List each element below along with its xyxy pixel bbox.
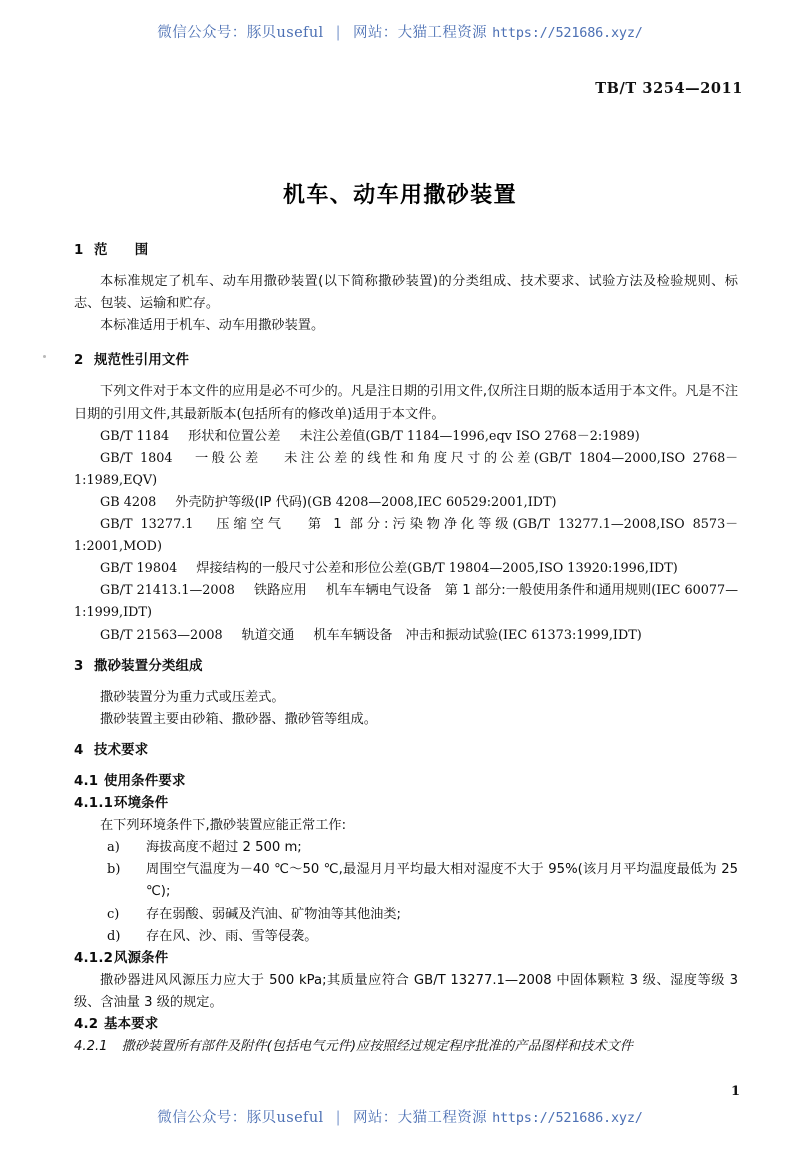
reference-code: GB/T 1804 — [100, 450, 173, 466]
reference-code: GB 4208 — [100, 494, 157, 510]
reference-paren: (GB/T 13277.1—2008,ISO 8573－1:2001,MOD) — [74, 517, 739, 555]
watermark-wechat-label: 微信公众号：豚贝useful — [157, 1110, 324, 1126]
section-4-2-1-paragraph — [74, 1036, 738, 1058]
section-4-number: 4 — [74, 742, 84, 758]
watermark-separator: | — [335, 1110, 341, 1126]
page-title: 机车、动车用撒砂装置 — [282, 183, 517, 208]
list-item — [74, 926, 738, 948]
reference-code: GB/T 21413.1—2008 — [100, 583, 235, 599]
reference-entry — [74, 625, 738, 647]
reference-code: GB/T 21563—2008 — [100, 627, 223, 643]
reference-paren: (GB 4208—2008,IEC 60529:2001,IDT) — [307, 494, 557, 510]
list-item — [74, 904, 738, 926]
reference-title: 轨道交通 — [241, 627, 295, 643]
section-heading-2 — [74, 350, 738, 372]
reference-paren: (IEC 61373:1999,IDT) — [498, 627, 642, 643]
section-heading-3 — [74, 656, 738, 678]
reference-title: 铁路应用 — [253, 583, 307, 599]
section-4-1-2-number: 4.1.2 — [74, 950, 114, 966]
section-heading-1 — [74, 240, 738, 262]
section-3-number: 3 — [74, 658, 84, 674]
reference-subtitle: 第 1 部分:污染物净化等级 — [303, 517, 513, 533]
reference-subtitle: 机车车辆电气设备 第 1 部分:一般使用条件和通用规则 — [325, 583, 652, 599]
section-1-heading: 范 围 — [94, 243, 149, 258]
reference-paren: (GB/T 1184—1996,eqv ISO 2768－2:1989) — [365, 428, 640, 444]
section-heading-4-1 — [74, 771, 738, 793]
section-4-1-heading: 使用条件要求 — [104, 773, 186, 789]
section-2-number: 2 — [74, 353, 84, 369]
page-number: 1 — [730, 1084, 740, 1099]
list-item-marker: c) — [107, 906, 120, 922]
environment-conditions-list — [74, 837, 738, 947]
watermark-footer — [0, 1106, 800, 1127]
list-item-marker: d) — [107, 928, 121, 944]
section-4-heading: 技术要求 — [94, 742, 149, 758]
section-1-paragraph-2: 本标准适用于机车、动车用撒砂装置。 — [100, 318, 325, 334]
section-4-2-1-number: 4.2.1 — [74, 1039, 108, 1055]
reference-code: GB/T 1184 — [100, 428, 170, 444]
section-2-heading: 规范性引用文件 — [94, 353, 190, 369]
section-3-paragraph-2: 撒砂装置主要由砂箱、撒砂器、撒砂管等组成。 — [100, 711, 377, 727]
reference-title: 外壳防护等级(IP 代码) — [175, 494, 308, 510]
reference-code: GB/T 13277.1 — [100, 517, 194, 533]
section-4-1-1-intro: 在下列环境条件下,撒砂装置应能正常工作: — [100, 818, 347, 834]
reference-entry — [74, 426, 738, 448]
watermark-url: https://521686.xyz/ — [492, 25, 643, 41]
section-4-1-1-number: 4.1.1 — [74, 796, 114, 812]
list-item-text: 存在风、沙、雨、雪等侵袭。 — [146, 928, 318, 944]
section-4-2-heading: 基本要求 — [104, 1017, 159, 1032]
standard-number: TB/T 3254—2011 — [595, 80, 743, 97]
list-item-marker: a) — [107, 840, 120, 856]
list-item — [74, 859, 738, 903]
reference-entry — [74, 514, 738, 558]
reference-code: GB/T 19804 — [100, 561, 178, 577]
watermark-url: https://521686.xyz/ — [492, 1110, 643, 1126]
list-item-marker: b) — [107, 862, 121, 878]
section-2-paragraph-1: 下列文件对于本文件的应用是必不可少的。凡是注日期的引用文件,仅所注日期的版本适用于本文件。凡是不注日期的引用文件,其最新版本(包括所有的修改单)适用于本文件。 — [74, 384, 739, 422]
reference-paren: (GB/T 19804—2005,ISO 13920:1996,IDT) — [407, 561, 678, 577]
reference-title: 压缩空气 — [212, 517, 285, 533]
reference-title: 一般公差 — [191, 450, 262, 466]
reference-title: 焊接结构的一般尺寸公差和形位公差 — [196, 561, 408, 577]
reference-subtitle: 未注公差的线性和角度尺寸的公差 — [280, 450, 534, 466]
reference-entry — [74, 492, 738, 514]
section-4-2-number: 4.2 — [74, 1017, 99, 1032]
reference-subtitle: 未注公差值 — [299, 428, 366, 444]
watermark-site-label: 网站：大猫工程资源 — [352, 1110, 488, 1126]
list-item-text: 存在弱酸、弱碱及汽油、矿物油等其他油类; — [146, 906, 402, 922]
section-heading-4-2 — [74, 1014, 738, 1036]
section-1-number: 1 — [74, 243, 84, 258]
section-heading-4-1-2 — [74, 948, 738, 970]
section-heading-4-1-1 — [74, 793, 738, 815]
watermark-separator: | — [335, 25, 341, 41]
reference-entry — [74, 558, 738, 580]
section-heading-4 — [74, 740, 738, 762]
reference-entry — [74, 448, 738, 492]
list-item-text: 周围空气温度为－40 ℃～50 ℃,最湿月月平均最大相对湿度不大于 95%(该月月平均温度最低为 25 ℃); — [146, 862, 738, 900]
reference-title: 形状和位置公差 — [188, 428, 281, 444]
list-item — [74, 837, 738, 859]
section-3-heading: 撒砂装置分类组成 — [94, 658, 203, 674]
reference-entry — [74, 580, 738, 624]
reference-paren: (GB/T 1804—2000,ISO 2768－1:1989,EQV) — [74, 450, 739, 488]
watermark-header — [0, 21, 800, 42]
section-4-1-2-heading: 风源条件 — [114, 950, 169, 966]
section-4-1-1-heading: 环境条件 — [114, 796, 169, 812]
section-4-1-number: 4.1 — [74, 773, 99, 789]
section-4-1-2-paragraph-1: 撒砂器进风风源压力应大于 500 kPa;其质量应符合 GB/T 13277.1—2008 中固体颗粒 3 级、湿度等级 3 级、含油量 3 级的规定。 — [74, 972, 738, 1010]
section-1-paragraph-1: 本标准规定了机车、动车用撒砂装置(以下简称撒砂装置)的分类组成、技术要求、试验方法及检验规则、标志、包装、运输和贮存。 — [74, 274, 738, 312]
reference-paren: (IEC 60077—1:1999,IDT) — [74, 583, 738, 621]
list-item-text: 海拔高度不超过 2 500 m; — [146, 840, 302, 856]
reference-subtitle: 机车车辆设备 冲击和振动试验 — [313, 627, 498, 643]
watermark-wechat-label: 微信公众号：豚贝useful — [157, 25, 324, 41]
section-3-paragraph-1: 撒砂装置分为重力式或压差式。 — [100, 689, 285, 705]
scan-artifact-speck — [43, 355, 46, 358]
document-body — [74, 240, 738, 1058]
section-4-2-1-text: 撒砂装置所有部件及附件(包括电气元件)应按照经过规定程序批准的产品图样和技术文件 — [121, 1039, 633, 1055]
watermark-site-label: 网站：大猫工程资源 — [352, 25, 488, 41]
